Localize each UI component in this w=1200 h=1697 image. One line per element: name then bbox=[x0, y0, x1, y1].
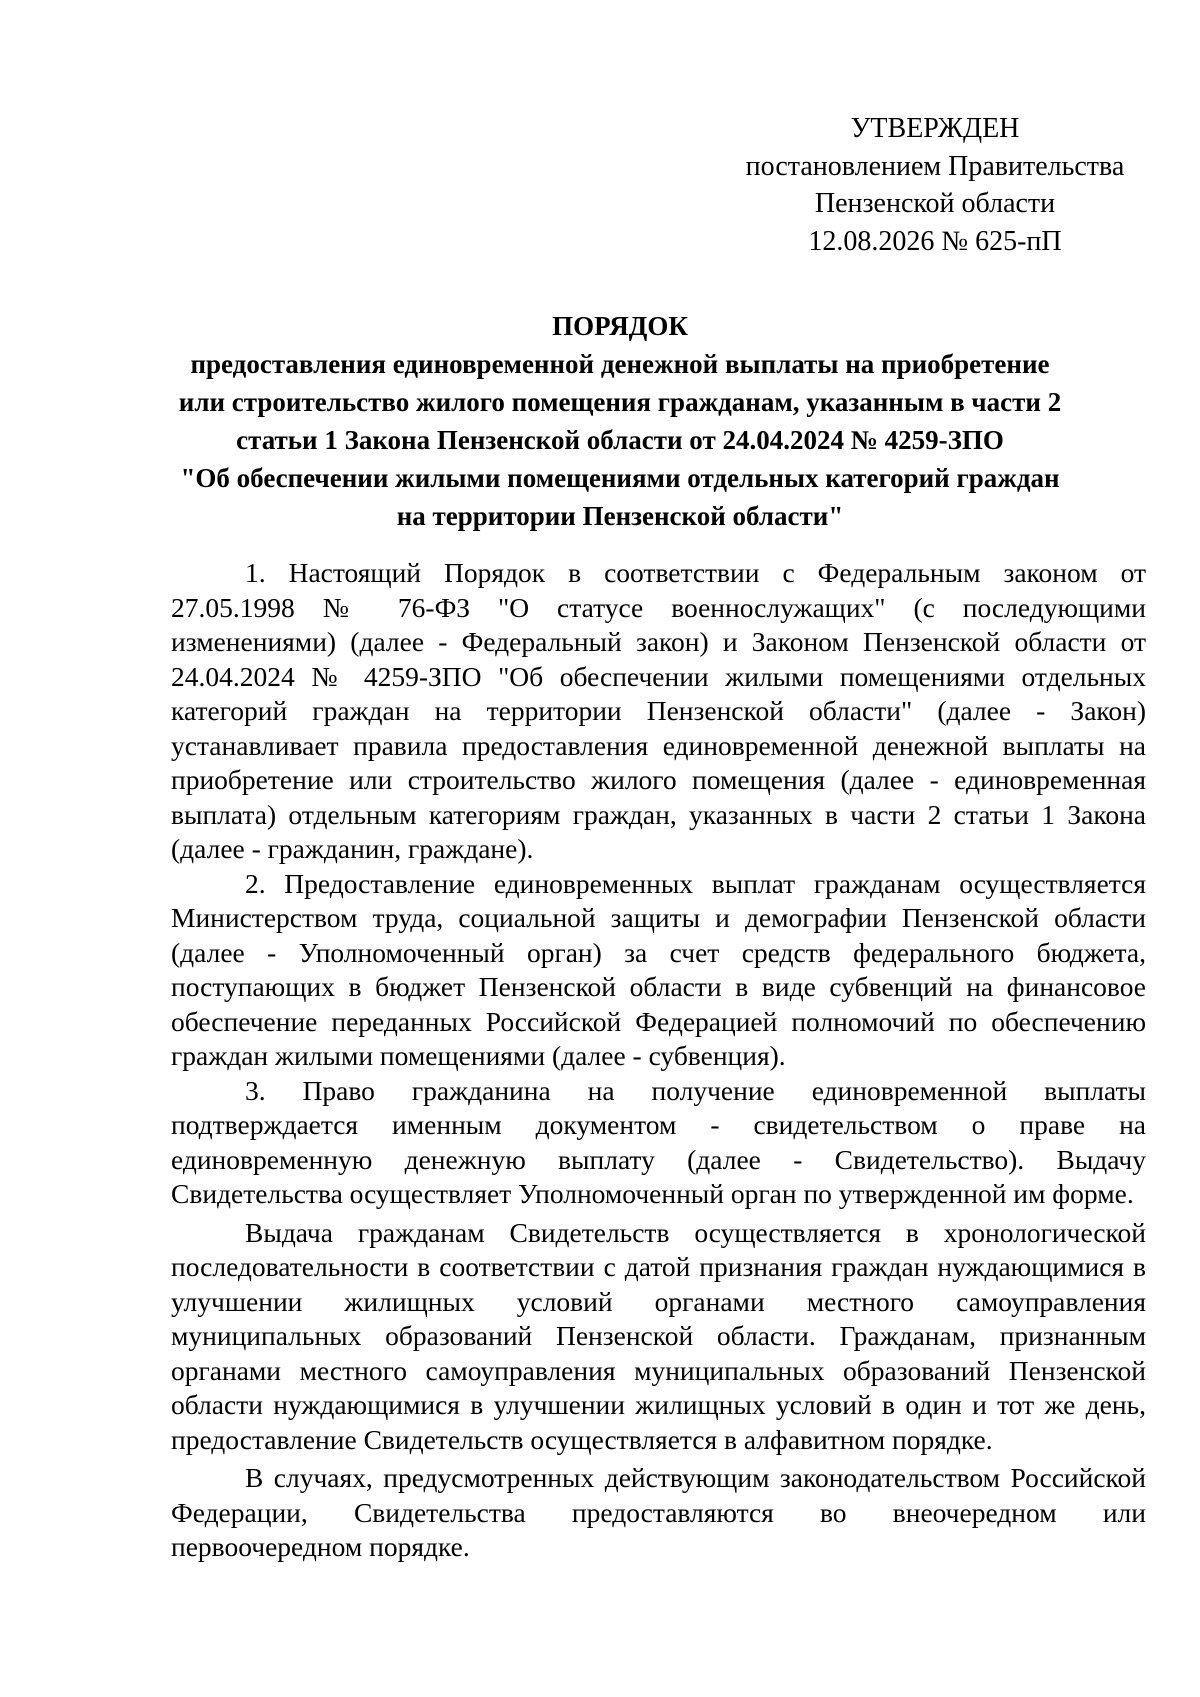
document-body bbox=[171, 556, 1146, 1565]
paragraph-4: Выдача гражданам Свидетельств осуществляется в хронологической последовательности в соответствии с датой признания граждан нуждающимися в улучшении жилищных условий органами местного самоуправления муниципальных образований Пензенской области. Гражданам, признанным органами местного самоуправления муниципальных образований Пензенской области нуждающимися в улучшении жилищных условий в один и тот же день, предоставление Свидетельств осуществляется в алфавитном порядке. bbox=[171, 1216, 1146, 1455]
document-title bbox=[120, 307, 1120, 535]
approval-date-number: 12.08.2026 № 625-пП bbox=[808, 225, 1062, 257]
title-line: статьи 1 Закона Пензенской области от 24.04.2024 № 4259-ЗПО bbox=[236, 425, 1004, 455]
title-heading: ПОРЯДОК bbox=[552, 311, 688, 341]
approval-status: УТВЕРЖДЕН bbox=[850, 113, 1020, 144]
paragraph-5: В случаях, предусмотренных действующим законодательством Российской Федерации, Свидетельства предоставляются во внеочередном или первоочередном порядке. bbox=[171, 1462, 1146, 1562]
paragraph-2: 2. Предоставление единовременных выплат гражданам осуществляется Министерством труда, социальной защиты и демографии Пензенской области (далее - Уполномоченный орган) за счет средств федерального бюджета, поступающих в бюджет Пензенской области в виде субвенций на финансовое обеспечение переданных Российской Федерацией полномочий по обеспечению граждан жилыми помещениями (далее - субвенция). bbox=[171, 867, 1146, 1071]
approval-region: Пензенской области bbox=[814, 188, 1056, 219]
paragraph-3: 3. Право гражданина на получение единовременной выплаты подтверждается именным документом - свидетельством о праве на единовременную денежную выплату (далее - Свидетельство). Выдачу Свидетельства осуществляет Уполномоченный орган по утвержденной им форме. bbox=[171, 1074, 1146, 1209]
approval-stamp bbox=[720, 110, 1150, 260]
paragraph-1: 1. Настоящий Порядок в соответствии с Федеральным законом от 27.05.1998 № 76-ФЗ "О статусе военнослужащих" (с последующими изменениями) (далее - Федеральный закон) и Законом Пензенской области от 24.04.2024 № 4259-ЗПО "Об обеспечении жилыми помещениями отдельных категорий граждан на территории Пензенской области" (далее - Закон) устанавливает правила предоставления единовременной денежной выплаты на приобретение или строительство жилого помещения (далее - единовременная выплата) отдельным категориям граждан, указанных в части 2 статьи 1 Закона (далее - гражданин, граждане). bbox=[171, 557, 1146, 864]
title-line: или строительство жилого помещения гражданам, указанным в части 2 bbox=[178, 387, 1062, 417]
title-line: предоставления единовременной денежной выплаты на приобретение bbox=[190, 349, 1050, 379]
title-line: на территории Пензенской области" bbox=[396, 501, 844, 531]
title-line: "Об обеспечении жилыми помещениями отдельных категорий граждан bbox=[180, 463, 1060, 493]
approval-authority: постановлением Правительства bbox=[745, 150, 1125, 182]
